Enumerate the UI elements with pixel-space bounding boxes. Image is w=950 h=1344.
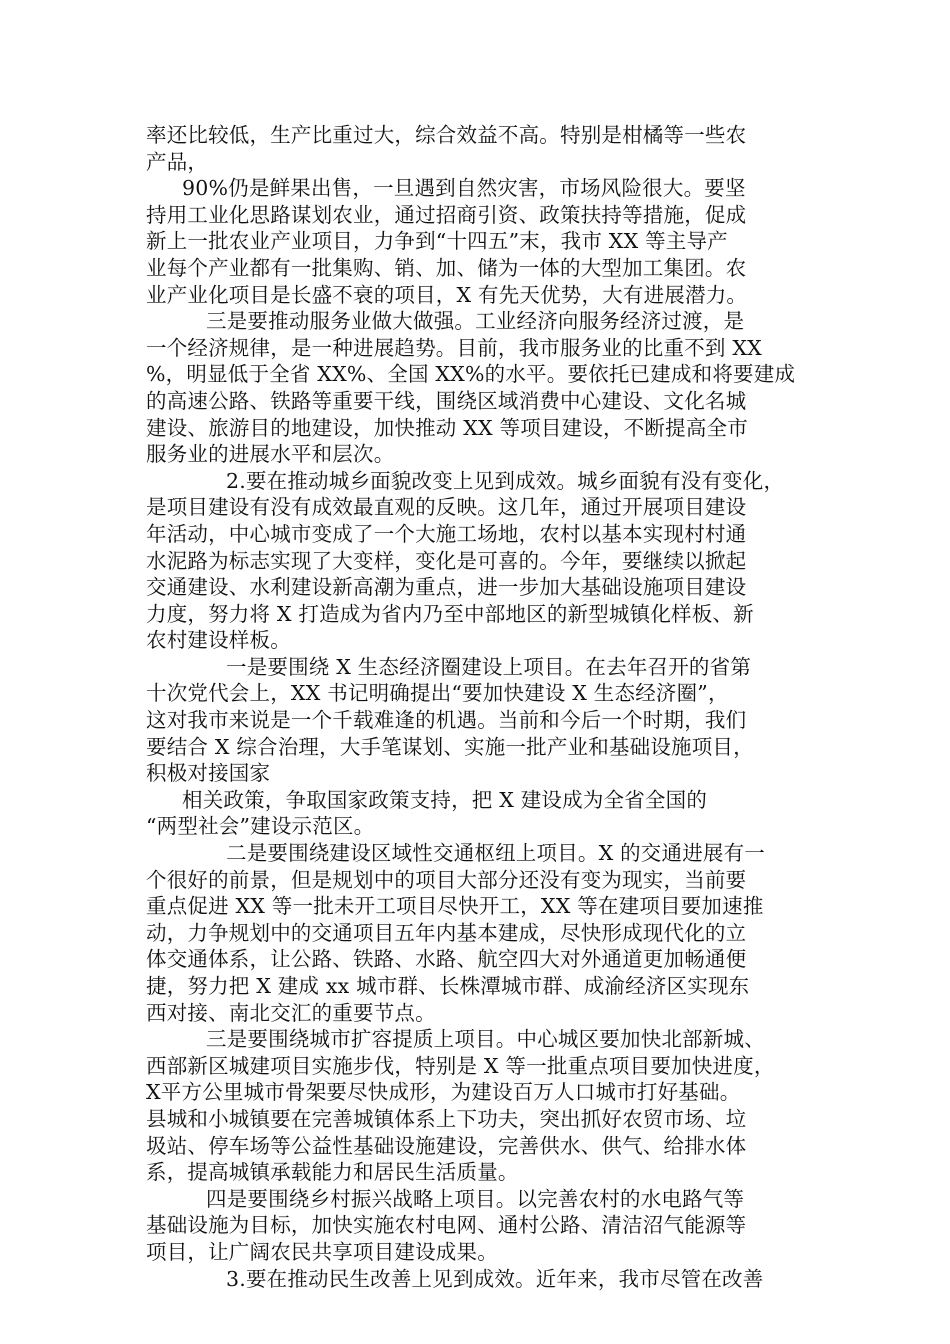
text-line: 系，提高城镇承载能力和居民生活质量。 [146,1160,519,1185]
text-line: 县城和小城镇要在完善城镇体系上下功夫，突出抓好农贸市场、垃 [146,1106,747,1131]
text-line: 力度，努力将 X 打造成为省内乃至中部地区的新型城镇化样板、新 [146,601,754,626]
text-line: 是项目建设有没有成效最直观的反映。这几年，通过开展项目建设 [146,495,747,520]
text-line: 的高速公路、铁路等重要干线，围绕区域消费中心建设、文化名城 [146,388,747,413]
text-line: 持用工业化思路谋划农业，通过招商引资、政策扶持等措施，促成 [146,202,747,227]
text-line: 年活动，中心城市变成了一个大施工场地，农村以基本实现村村通 [146,521,747,546]
text-line: 十次党代会上，XX 书记明确提出“要加快建设 X 生态经济圈”， [146,681,729,706]
text-line: 项目，让广阔农民共享项目建设成果。 [146,1239,498,1264]
text-line: 交通建设、水利建设新高潮为重点，进一步加大基础设施项目建设 [146,575,747,600]
text-line: 率还比较低，生产比重过大，综合效益不高。特别是柑橘等一些农 [146,123,747,147]
text-line: 业产业化项目是长盛不衰的项目，X 有先天优势，大有进展潜力。 [146,282,748,307]
text-line: 3.要在推动民生改善上见到成效。近年来，我市尽管在改善 [226,1266,764,1291]
text-line: 动，力争规划中的交通项目五年内基本建成，尽快形成现代化的立 [146,920,747,945]
text-line: %，明显低于全省 XX%、全国 XX%的水平。要依托已建成和将要建成 [146,362,796,387]
text-line: 产品， [146,149,209,174]
text-line: 一是要围绕 X 生态经济圈建设上项目。在去年召开的省第 [226,654,752,679]
text-line: 三是要围绕城市扩容提质上项目。中心城区要加快北部新城、 [206,1027,765,1052]
text-line: 圾站、停车场等公益性基础设施建设，完善供水、供气、给排水体 [146,1133,747,1158]
text-line: 这对我市来说是一个千载难逢的机遇。当前和今后一个时期，我们 [146,708,747,733]
text-line: 体交通体系，让公路、铁路、水路、航空四大对外通道更加畅通便 [146,947,747,972]
text-line: 服务业的进展水平和层次。 [146,442,395,467]
body-text [146,122,816,1292]
text-line: 重点促进 XX 等一批未开工项目尽快开工，XX 等在建项目要加速推 [146,894,764,919]
text-line: 水泥路为标志实现了大变样，变化是可喜的。今年，要继续以掀起 [146,548,747,573]
text-line: 要结合 X 综合治理，大手笔谋划、实施一批产业和基础设施项目， [146,734,754,759]
text-line: 业每个产业都有一批集购、销、加、储为一体的大型加工集团。农 [146,255,747,280]
text-line: 西部新区城建项目实施步伐，特别是 X 等一批重点项目要加快进度， [146,1053,775,1078]
text-line: 四是要围绕乡村振兴战略上项目。以完善农村的水电路气等 [206,1186,745,1211]
text-line: “两型社会”建设示范区。 [146,814,375,839]
text-line: 二是要围绕建设区域性交通枢纽上项目。X 的交通进展有一 [226,841,766,866]
text-line: 基础设施为目标，加快实施农村电网、通村公路、清洁沼气能源等 [146,1213,747,1238]
text-line: 个很好的前景，但是规划中的项目大部分还没有变为现实，当前要 [146,867,747,892]
text-line: 相关政策，争取国家政策支持，把 X 建设成为全省全国的 [182,787,708,812]
text-line: 西对接、南北交汇的重要节点。 [146,1000,436,1025]
text-line: 新上一批农业产业项目，力争到“十四五”末，我市 XX 等主导产 [146,229,728,254]
text-line: 积极对接国家 [146,761,271,786]
text-line: 2.要在推动城乡面貌改变上见到成效。城乡面貌有没有变化， [226,468,785,493]
text-line: 建设、旅游目的地建设，加快推动 XX 等项目建设，不断提高全市 [146,415,748,440]
text-line: 三是要推动服务业做大做强。工业经济向服务经济过渡，是 [206,309,745,334]
text-line: 一个经济规律，是一种进展趋势。目前，我市服务业的比重不到 XX [146,335,762,360]
text-line: 捷，努力把 X 建成 xx 城市群、长株潭城市群、成渝经济区实现东 [146,974,750,998]
text-line: 90%仍是鲜果出售，一旦遇到自然灾害，市场风险很大。要坚 [182,176,746,201]
text-line: 农村建设样板。 [146,628,291,653]
text-line: X平方公里城市骨架要尽快成形，为建设百万人口城市打好基础。 [146,1080,741,1105]
